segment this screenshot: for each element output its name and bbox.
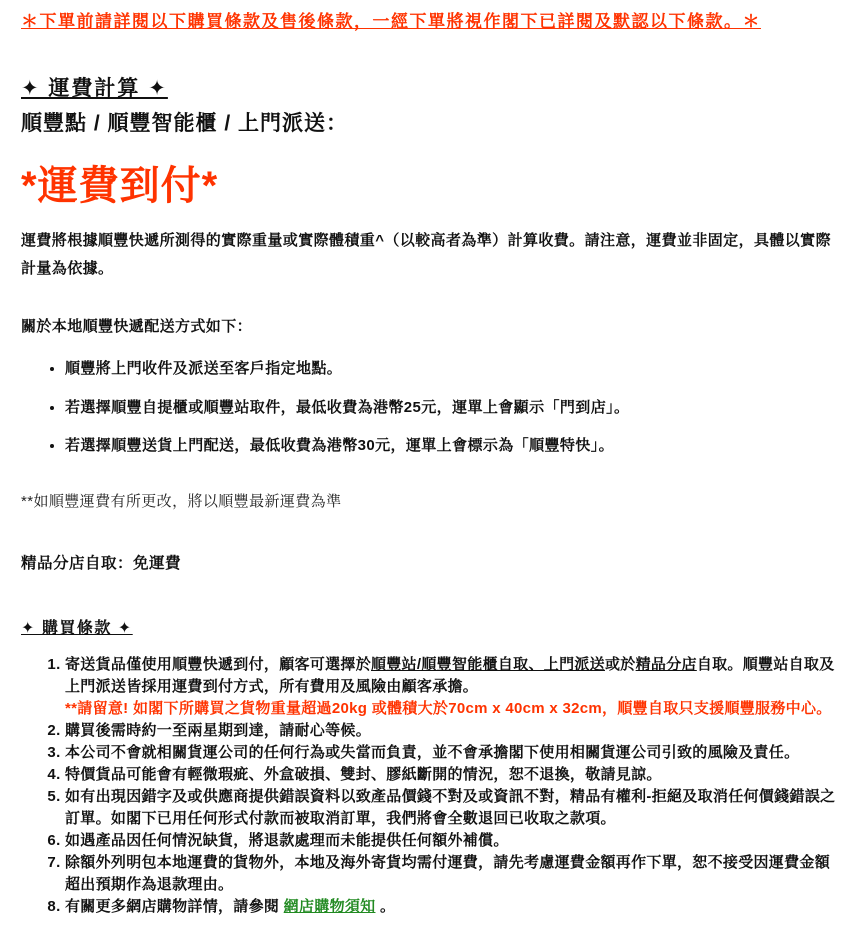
- terms-item-1-text: 或於: [605, 656, 636, 674]
- terms-item-1: [65, 654, 841, 720]
- list-item: • 順豐將上門收件及派送至客戶指定地點。: [65, 360, 841, 379]
- local-delivery-intro: 關於本地順豐快遞配送方式如下：: [21, 317, 253, 335]
- terms-item-8-text: 。: [375, 898, 396, 916]
- terms-item-6: 6. 如遇產品因任何情況缺貨，將退款處理而未能提供任何額外補償。: [65, 830, 841, 852]
- top-order-notice: ＊下單前請詳閱以下購買條款及售後條款，一經下單將視作閣下已詳閱及默認以下條款。＊: [21, 12, 761, 31]
- shipping-calculation-heading: ✦ 運費計算 ✦: [21, 77, 168, 101]
- terms-item-1-text: 寄送貨品僅使用順豐快遞到付，顧客可選擇於: [65, 656, 372, 674]
- purchase-terms-heading: ✦ 購買條款 ✦: [21, 620, 133, 638]
- fee-calculation-note: 運費將根據順豐快遞所測得的實際重量或實際體積重^（以較高者為準）計算收費。請注意，運費並非固定，具體以實際計量為依據。: [21, 231, 831, 277]
- terms-item-3: 3. 本公司不會就相關貨運公司的任何行為或失當而負責，並不會承擔閣下使用相關貨運公司引致的風險及責任。: [65, 742, 841, 764]
- list-item: • 若選擇順豐送貨上門配送，最低收費為港幣30元，運單上會標示為「順豐特快」。: [65, 437, 841, 456]
- online-shop-guide-link[interactable]: 網店購物須知: [283, 898, 376, 916]
- terms-item-2: 2. 購買後需時約一至兩星期到達，請耐心等候。: [65, 720, 841, 742]
- fee-change-disclaimer: **如順豐運費有所更改，將以順豐最新運費為準: [21, 493, 342, 511]
- terms-item-8-text: 有關更多網店購物詳情，請參閱: [65, 898, 284, 916]
- delivery-options-list: [21, 360, 841, 456]
- purchase-terms-list: [21, 654, 841, 918]
- delivery-methods-line: 順豐點 / 順豐智能櫃 / 上門派送：: [21, 111, 349, 135]
- terms-item-1-text: 自取。順豐站自取及上門派送皆採用運費到付方式，所有費用及風險由顧客承擔。: [65, 656, 835, 696]
- terms-item-5: 5. 如有出現因錯字及或供應商提供錯誤資料以致產品價錢不對及或資訊不對，精品有權利-拒絕及取消任何價錢錯誤之訂單。如閣下已用任何形式付款而被取消訂單，我們將會全數退回已收取之款項。: [65, 786, 841, 830]
- list-item: • 若選擇順豐自提櫃或順豐站取件，最低收費為港幣25元，運單上會顯示「門到店」。: [65, 399, 841, 418]
- terms-item-8: [65, 896, 841, 918]
- terms-item-1-underlined-boutique: 精品分店: [635, 656, 697, 674]
- store-pickup-free-note: 精品分店自取：免運費: [21, 555, 182, 573]
- terms-item-4: 4. 特價貨品可能會有輕微瑕疵、外盒破損、雙封、膠紙斷開的情況，恕不退換，敬請見諒。: [65, 764, 841, 786]
- weight-size-limit-warning: **請留意! 如閣下所購買之貨物重量超過20kg 或體積大於70cm x 40cm x 32cm，順豐自取只支援順豐服務中心。: [65, 700, 832, 718]
- terms-item-1-underlined-pickup-options: 順豐站/順豐智能櫃自取、上門派送: [371, 656, 605, 674]
- freight-collect-banner: *運費到付*: [21, 163, 219, 208]
- terms-item-7: 7. 除額外列明包本地運費的貨物外，本地及海外寄貨均需付運費，請先考慮運費金額再作下單，恕不接受因運費金額超出預期作為退款理由。: [65, 852, 841, 896]
